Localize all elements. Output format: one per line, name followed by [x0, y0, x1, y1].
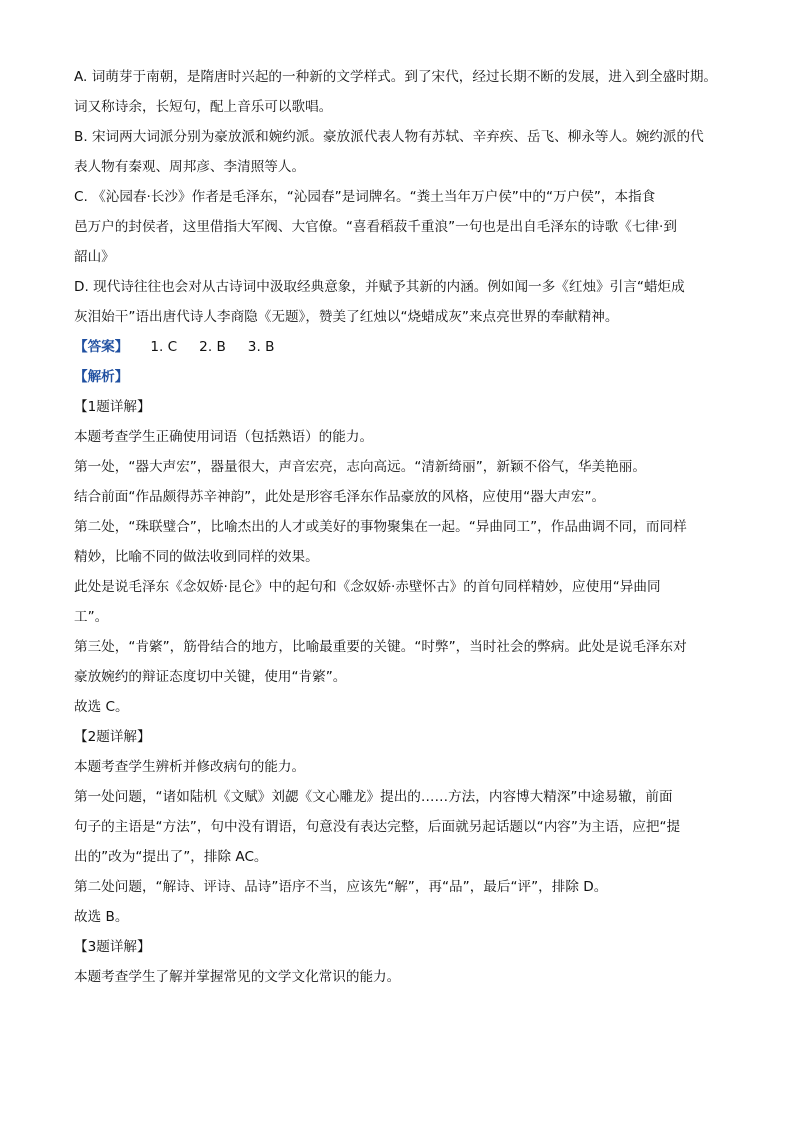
text-line: A. 词萌芽于南朝，是隋唐时兴起的一种新的文学样式。到了宋代，经过长期不断的发展，进入到全盛时期。: [74, 69, 718, 85]
q3-heading: 【3题详解】: [74, 939, 151, 955]
option-a: [74, 62, 724, 122]
text-line: B. 宋词两大词派分别为豪放派和婉约派。豪放派代表人物有苏轼、辛弃疾、岳飞、柳永等人。婉约派的代: [74, 129, 704, 145]
option-b: [74, 122, 724, 182]
text-line: 精妙，比喻不同的做法收到同样的效果。: [74, 549, 319, 565]
text-line: 第一处，“器大声宏”，器量很大，声音宏亮，志向高远。“清新绮丽”，新颖不俗气，华美艳丽。: [74, 459, 646, 475]
text-line: 第三处，“肯綮”，筋骨结合的地方，比喻最重要的关键。“时弊”，当时社会的弊病。此处是说毛泽东对: [74, 639, 687, 655]
option-c: [74, 182, 724, 272]
text-line: 此处是说毛泽东《念奴娇·昆仑》中的起句和《念奴娇·赤壁怀古》的首句同样精妙，应使用“异曲同: [74, 579, 661, 595]
text-line: 故选 C。: [74, 699, 129, 715]
text-line: D. 现代诗往往也会对从古诗词中汲取经典意象，并赋予其新的内涵。例如闻一多《红烛》引言“蜡炬成: [74, 279, 685, 295]
text-line: 工”。: [74, 609, 109, 625]
answer-item: 1. C: [150, 339, 178, 355]
text-line: 本题考查学生了解并掌握常见的文学文化常识的能力。: [74, 969, 401, 985]
analysis-heading: 【解析】: [74, 369, 129, 385]
text-line: 出的”改为“提出了”，排除 AC。: [74, 849, 268, 865]
answer-item: 2. B: [199, 339, 226, 355]
document-body: [74, 62, 724, 992]
text-line: 句子的主语是“方法”，句中没有谓语，句意没有表达完整，后面就另起话题以“内容”为主语，应把“提: [74, 819, 681, 835]
text-line: 灰泪始干”语出唐代诗人李商隐《无题》，赞美了红烛以“烧蜡成灰”来点亮世界的奉献精神。: [74, 309, 619, 325]
option-d: [74, 272, 724, 332]
text-line: 故选 B。: [74, 909, 129, 925]
text-line: 第二处问题，“解诗、评诗、品诗”语序不当，应该先“解”，再“品”，最后“评”，排除 D。: [74, 879, 608, 895]
text-line: 结合前面“作品颇得苏辛神韵”，此处是形容毛泽东作品豪放的风格，应使用“器大声宏”。: [74, 489, 606, 505]
text-line: 词又称诗余，长短句，配上音乐可以歌唱。: [74, 99, 333, 115]
text-line: 第二处，“珠联璧合”，比喻杰出的人才或美好的事物聚集在一起。“异曲同工”，作品曲调不同，而同样: [74, 519, 687, 535]
text-line: 豪放婉约的辩证态度切中关键，使用“肯綮”。: [74, 669, 347, 685]
text-line: 韶山》: [74, 249, 115, 265]
text-line: 本题考查学生辨析并修改病句的能力。: [74, 759, 306, 775]
text-line: 本题考查学生正确使用词语（包括熟语）的能力。: [74, 429, 374, 445]
text-line: C. 《沁园春·长沙》作者是毛泽东，“沁园春”是词牌名。“粪土当年万户侯”中的“万户侯”，本指食: [74, 189, 656, 205]
text-line: 邑万户的封侯者，这里借指大军阀、大官僚。“喜看稻菽千重浪”一句也是出自毛泽东的诗歌《七律·到: [74, 219, 677, 235]
q2-heading: 【2题详解】: [74, 729, 151, 745]
answer-row: [74, 332, 724, 362]
q1-section: [74, 392, 724, 722]
q2-section: [74, 722, 724, 932]
text-line: 第一处问题，“诸如陆机《文赋》刘勰《文心雕龙》提出的……方法，内容博大精深”中途易辙，前面: [74, 789, 673, 805]
q1-heading: 【1题详解】: [74, 399, 151, 415]
answer-label: 【答案】: [74, 339, 129, 355]
text-line: 表人物有秦观、周邦彦、李清照等人。: [74, 159, 306, 175]
answer-item: 3. B: [247, 339, 275, 355]
q3-section: [74, 932, 724, 992]
